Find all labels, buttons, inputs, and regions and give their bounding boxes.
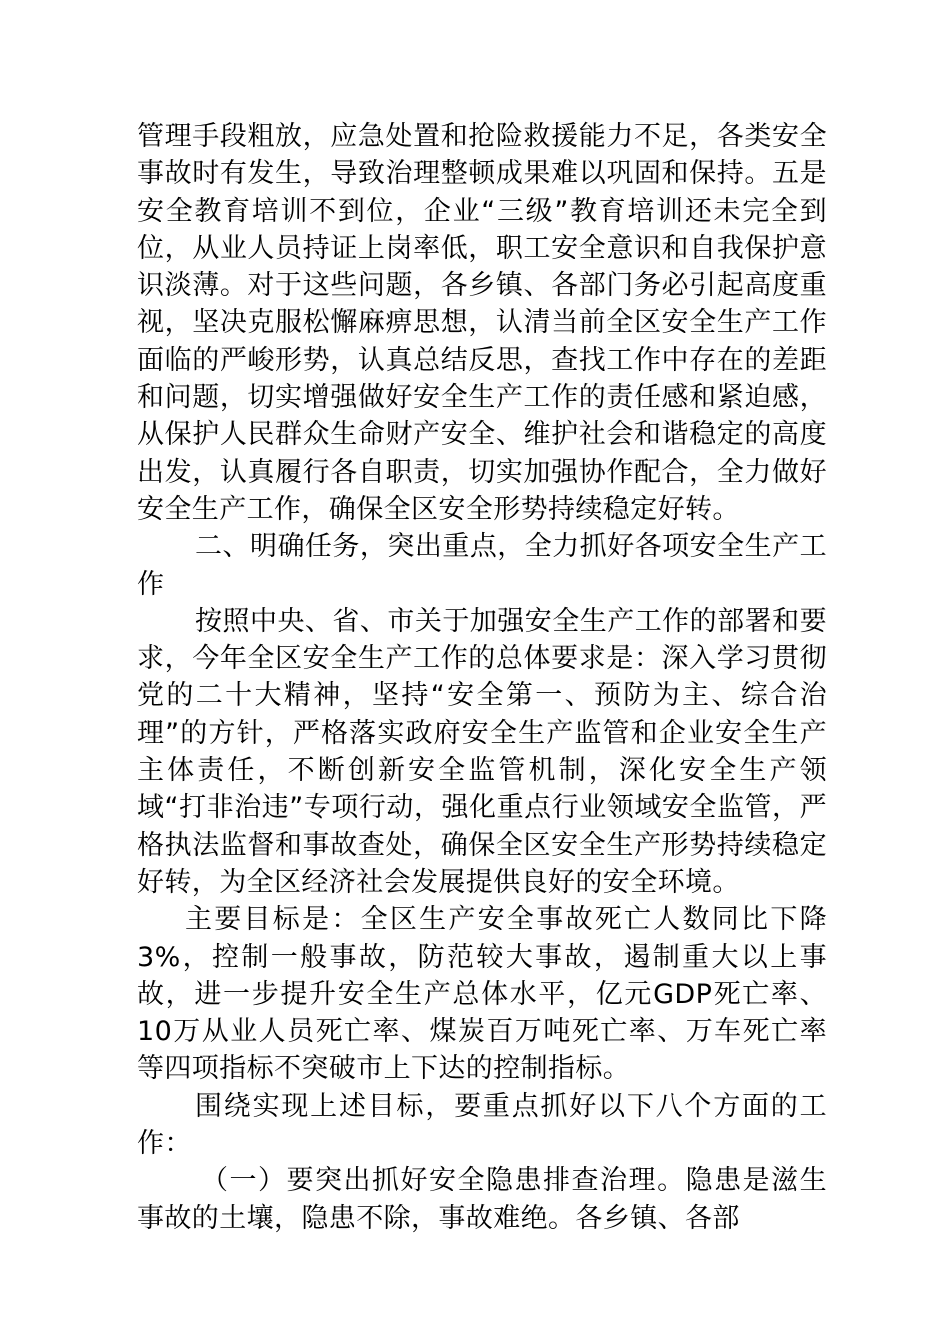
paragraph-continuation: 管理手段粗放，应急处置和抢险救援能力不足，各类安全事故时有发生，导致治理整顿成果难以巩固和保持。五是安全教育培训不到位，企业“三级”教育培训还未完全到位，从业人员持证上岗率低，职工安全意识和自我保护意识淡薄。对于这些问题，各乡镇、各部门务必引起高度重视，坚决克服松懈麻痹思想，认清当前全区安全生产工作面临的严峻形势，认真总结反思，查找工作中存在的差距和问题，切实增强做好安全生产工作的责任感和紧迫感，从保护人民群众生命财产安全、维护社会和谐稳定的高度出发，认真履行各自职责，切实加强协作配合，全力做好安全生产工作，确保全区安全形势持续稳定好转。 [137,121,827,525]
section-heading-2: 二、明确任务，突出重点，全力抓好各项安全生产工作 [137,531,827,600]
paragraph-main-targets: 主要目标是：全区生产安全事故死亡人数同比下降3%，控制一般事故，防范较大事故，遏制重大以上事故，进一步提升安全生产总体水平，亿元GDP死亡率、10万从业人员死亡率、煤炭百万吨死亡率、万车死亡率等四项指标不突破市上下达的控制指标。 [137,904,827,1085]
paragraph-task-one: （一）要突出抓好安全隐患排查治理。隐患是滋生事故的土壤，隐患不除，事故难绝。各乡镇、各部 [137,1165,827,1234]
document-body [137,118,827,1237]
paragraph-overall-requirements: 按照中央、省、市关于加强安全生产工作的部署和要求，今年全区安全生产工作的总体要求是：深入学习贯彻党的二十大精神，坚持“安全第一、预防为主、综合治理”的方针，严格落实政府安全生产监管和企业安全生产主体责任，不断创新安全监管机制，深化安全生产领域“打非治违”专项行动，强化重点行业领域安全监管，严格执法监督和事故查处，确保全区安全生产形势持续稳定好转，为全区经济社会发展提供良好的安全环境。 [137,605,827,898]
paragraph-eight-tasks-intro: 围绕实现上述目标，要重点抓好以下八个方面的工作： [137,1090,827,1160]
